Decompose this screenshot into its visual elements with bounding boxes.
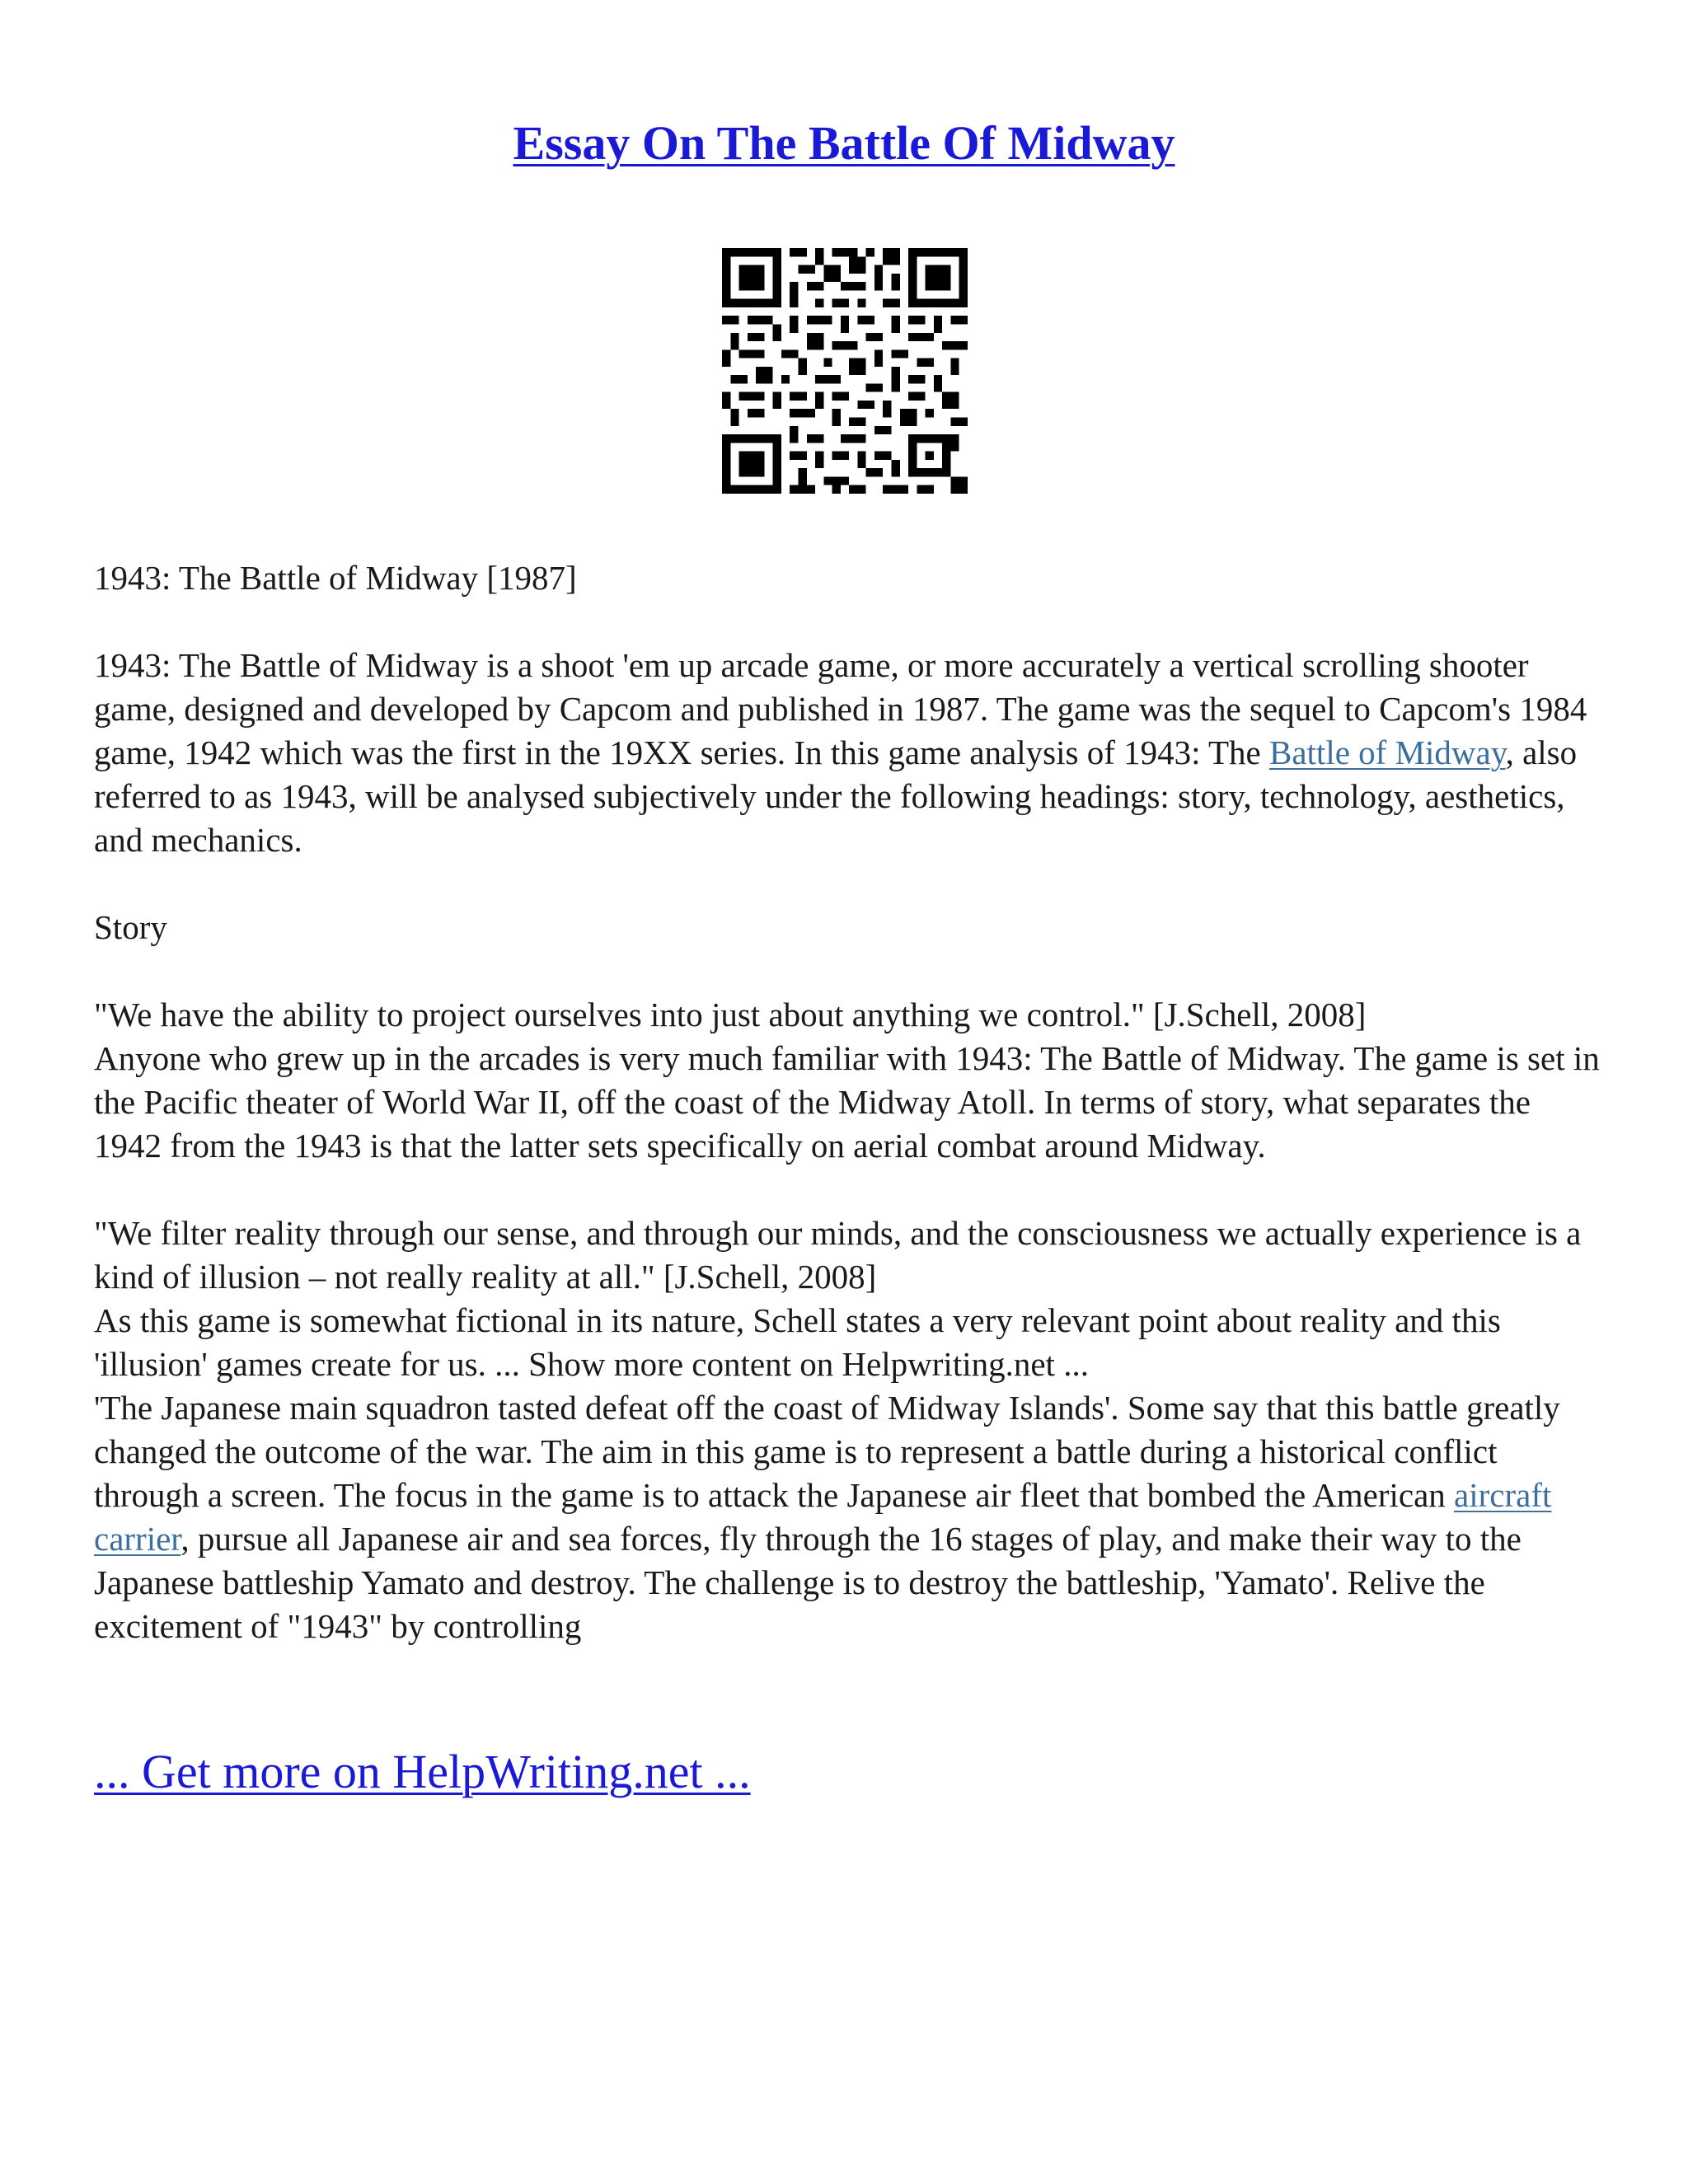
story-heading: Story bbox=[94, 908, 167, 946]
battle-of-midway-link[interactable]: Battle of Midway bbox=[1269, 733, 1506, 771]
intro-paragraph bbox=[94, 644, 1602, 862]
page-title bbox=[0, 114, 1688, 173]
story-text-3a: 'The Japanese main squadron tasted defeat off the coast of Midway Islands'. Some say that this battle greatly changed the outcome of the war. The aim in this game is to represent a battle during a historical conflict through a screen. The focus in the game is to attack the Japanese air fleet that bombed the American bbox=[94, 1389, 1560, 1514]
more-section bbox=[94, 1742, 751, 1802]
story-paragraph-3 bbox=[94, 1386, 1602, 1648]
story-quote-1: "We have the ability to project ourselves into just about anything we control." [J.Schell, 2008] bbox=[94, 996, 1367, 1033]
intro-text-2: , also referred to as 1943, will be analysed subjectively under the following headings: story, technology, aesthetics, and mechanics. bbox=[94, 733, 1578, 859]
qr-code-icon bbox=[722, 248, 968, 494]
get-more-link[interactable]: ... Get more on HelpWriting.net ... bbox=[94, 1745, 751, 1798]
story-quote-2: "We filter reality through our sense, and through our minds, and the consciousness we actually experience is a kind of illusion – not really reality at all." [J.Schell, 2008] bbox=[94, 1214, 1582, 1296]
story-text-3b: , pursue all Japanese air and sea forces, fly through the 16 stages of play, and make their way to the Japanese battleship Yamato and destroy. The challenge is to destroy the battleship, 'Yamato'. Relive the excitement of "1943" by controlling bbox=[94, 1520, 1522, 1645]
intro-text-1: 1943: The Battle of Midway is a shoot 'em up arcade game, or more accurately a vertical scrolling shooter game, designed and developed by Capcom and published in 1987. The game was the sequel to Capcom's 1984 game, 1942 which was the first in the 19XX series. In this game analysis of 1943: The bbox=[94, 646, 1587, 771]
aircraft-carrier-link[interactable]: aircraft carrier bbox=[94, 1476, 1552, 1558]
title-link[interactable]: Essay On The Battle Of Midway bbox=[513, 116, 1175, 170]
story-paragraph-2: As this game is somewhat fictional in its nature, Schell states a very relevant point about reality and this 'illusion' games create for us. ... Show more content on Helpwriting.net ... bbox=[94, 1301, 1501, 1383]
article-heading: 1943: The Battle of Midway [1987] bbox=[94, 559, 577, 597]
article-body bbox=[94, 556, 1602, 1648]
story-paragraph-1: Anyone who grew up in the arcades is very much familiar with 1943: The Battle of Midway. The game is set in the Pacific theater of World War II, off the coast of the Midway Atoll. In terms of story, what separates the 1942 from the 1943 is that the latter sets specifically on aerial combat around Midway. bbox=[94, 1039, 1600, 1165]
